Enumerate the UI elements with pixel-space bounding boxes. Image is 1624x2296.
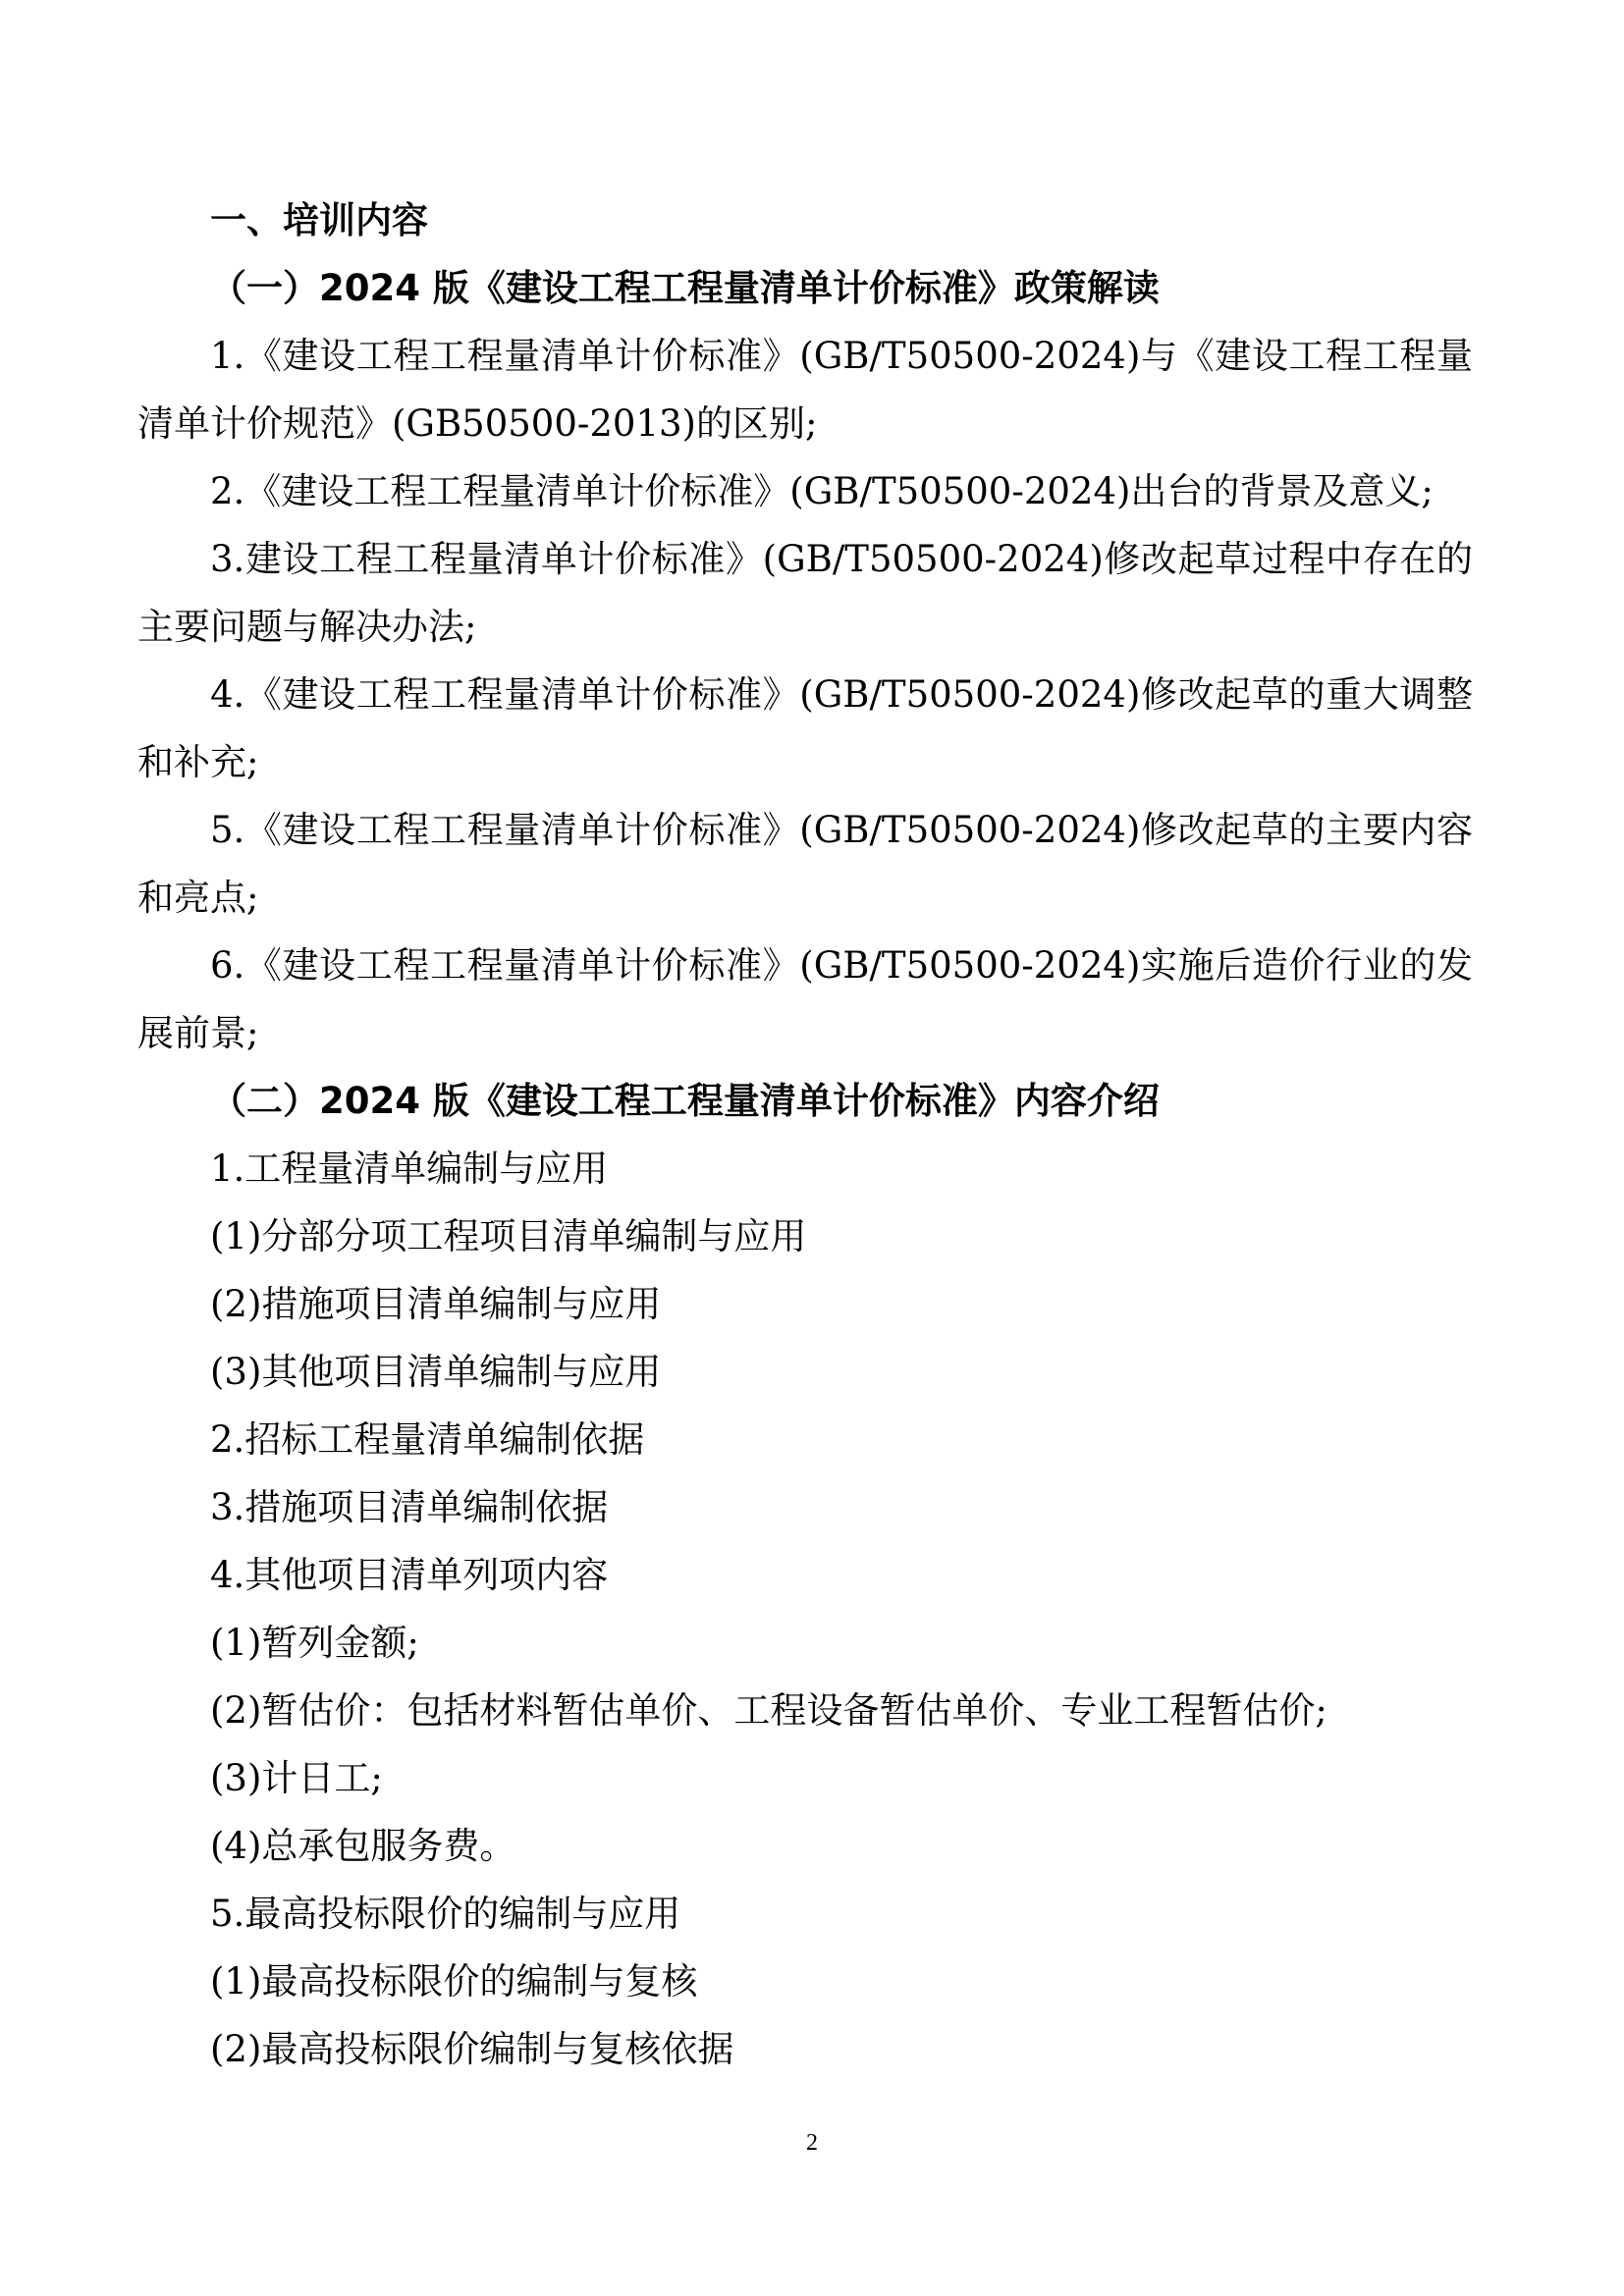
list-item: 2.招标工程量清单编制依据 xyxy=(210,1418,645,1461)
list-item: (2)措施项目清单编制与应用 xyxy=(210,1283,662,1325)
list-item: 5.最高投标限价的编制与应用 xyxy=(210,1893,681,1935)
list-item: 4.其他项目清单列项内容 xyxy=(210,1554,609,1596)
list-item: (3)其他项目清单编制与应用 xyxy=(210,1351,662,1393)
list-item: 1.工程量清单编制与应用 xyxy=(210,1148,609,1190)
list-item: 5.《建设工程工程量清单计价标准》(GB/T50500-2024)修改起草的主要内容和亮点; xyxy=(137,809,1473,919)
list-item: 1.《建设工程工程量清单计价标准》(GB/T50500-2024)与《建设工程工程量清单计价规范》(GB50500-2013)的区别; xyxy=(137,335,1473,445)
list-item: 3.措施项目清单编制依据 xyxy=(210,1486,609,1528)
list-item: (2)暂估价：包括材料暂估单价、工程设备暂估单价、专业工程暂估价; xyxy=(210,1689,1327,1732)
page-number: 2 xyxy=(806,2130,818,2156)
list-item: 4.《建设工程工程量清单计价标准》(GB/T50500-2024)修改起草的重大调整和补充; xyxy=(137,673,1473,783)
document-body xyxy=(137,187,1473,2083)
list-item: (4)总承包服务费。 xyxy=(210,1825,516,1867)
list-item: (1)最高投标限价的编制与复核 xyxy=(210,1960,698,2002)
list-item: (1)分部分项工程项目清单编制与应用 xyxy=(210,1215,807,1257)
section-title: 一、培训内容 xyxy=(210,199,428,241)
subsection-title-content: （二）2024 版《建设工程工程量清单计价标准》内容介绍 xyxy=(210,1080,1160,1122)
list-item: (1)暂列金额; xyxy=(210,1622,419,1664)
list-item: 6.《建设工程工程量清单计价标准》(GB/T50500-2024)实施后造价行业的发展前景; xyxy=(137,944,1473,1054)
list-item: 2.《建设工程工程量清单计价标准》(GB/T50500-2024)出台的背景及意义; xyxy=(210,470,1434,512)
list-item: (2)最高投标限价编制与复核依据 xyxy=(210,2028,734,2070)
subsection-title-policy: （一）2024 版《建设工程工程量清单计价标准》政策解读 xyxy=(210,267,1160,309)
list-item: (3)计日工; xyxy=(210,1757,383,1799)
list-item: 3.建设工程工程量清单计价标准》(GB/T50500-2024)修改起草过程中存在的主要问题与解决办法; xyxy=(137,538,1473,648)
